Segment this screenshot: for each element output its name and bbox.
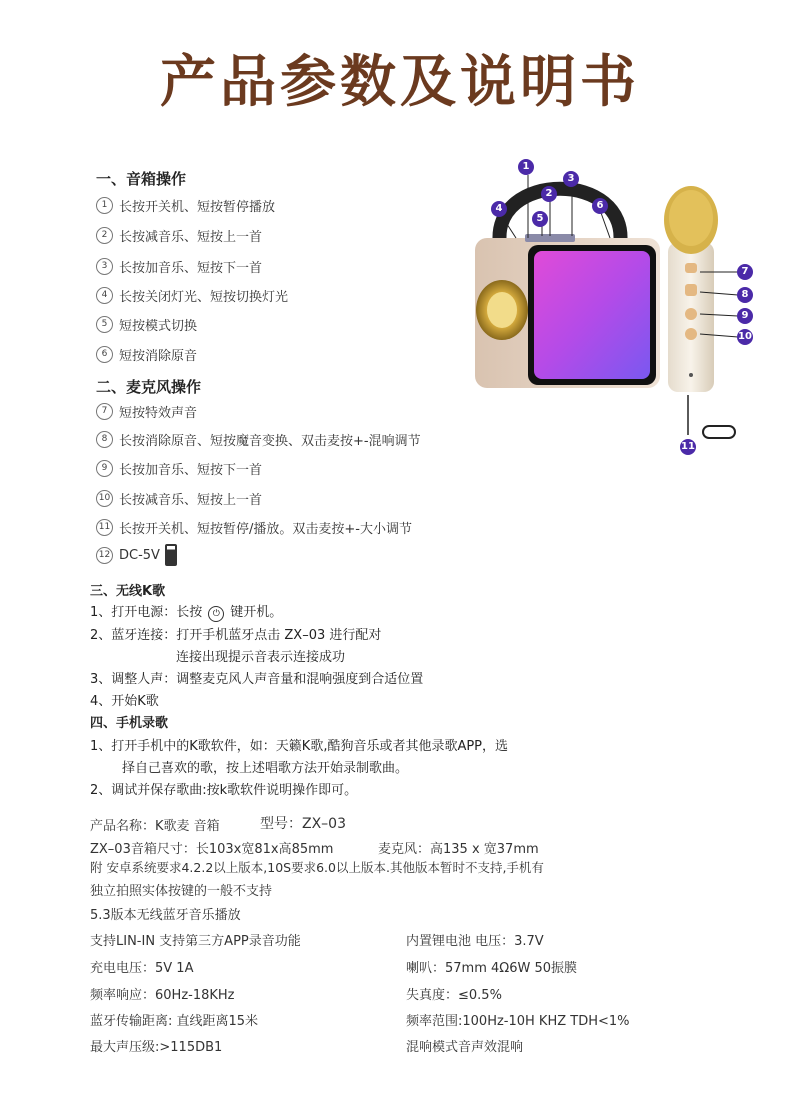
spec-right-4: 频率范围:100Hz-10H KHZ TDH<1%	[406, 1014, 630, 1029]
battery-icon	[165, 544, 177, 566]
list-item: 10 长按减音乐、短按上一首	[96, 488, 262, 508]
spec-model: 型号：ZX–03	[260, 816, 346, 832]
spec-right-3: 失真度：≤0.5%	[406, 988, 502, 1003]
wireless-line-2b: 连接出现提示音表示连接成功	[176, 650, 346, 665]
list-item: 5 短按模式切换	[96, 314, 197, 334]
product-image	[420, 150, 780, 460]
list-item: 9 长按加音乐、短按下一首	[96, 458, 262, 478]
spec-left-5: 最大声压级:>115DB1	[90, 1040, 223, 1055]
wireless-heading: 三、无线K歌	[90, 584, 166, 599]
list-item: 2 长按减音乐、短按上一首	[96, 225, 262, 245]
list-item: 12 DC-5V	[96, 545, 177, 565]
mic-section-heading: 二、麦克风操作	[96, 378, 202, 396]
spec-size: ZX–03音箱尺寸：长103x宽81x高85mm	[90, 842, 334, 857]
callout-badge: 11	[680, 439, 696, 455]
spec-left-1: 支持LIN-IN 支持第三方APP录音功能	[90, 934, 301, 949]
speaker-section-heading: 一、音箱操作	[96, 170, 187, 188]
record-heading: 四、手机录歌	[90, 716, 169, 731]
list-item: 4 长按关闭灯光、短按切换灯光	[96, 285, 288, 305]
list-item: 7 短按特效声音	[96, 401, 197, 421]
spec-mic: 麦克风：高135 x 宽37mm	[378, 842, 539, 857]
spec-left-3: 频率响应：60Hz-18KHz	[90, 988, 235, 1003]
list-item: 3 长按加音乐、短按下一首	[96, 256, 262, 276]
callout-badge: 3	[563, 171, 579, 187]
spec-name: 产品名称：K歌麦 音箱	[90, 819, 220, 834]
callout-badge: 10	[737, 329, 753, 345]
spec-note-1: 附 安卓系统要求4.2.2以上版本,10S要求6.0以上版本.其他版本暂时不支持,手机有	[90, 860, 544, 875]
callout-badge: 9	[737, 308, 753, 324]
callout-badge: 1	[518, 159, 534, 175]
power-icon: ⏻	[208, 606, 224, 622]
list-item: 1 长按开关机、短按暂停播放	[96, 195, 275, 215]
callout-badge: 2	[541, 186, 557, 202]
wireless-line-1: 1、打开电源：长按 ⏻ 键开机。	[90, 605, 283, 620]
record-line-1: 1、打开手机中的K歌软件，如：天籁K歌,酷狗音乐或者其他录歌APP，选	[90, 739, 509, 754]
spec-left-2: 充电电压：5V 1A	[90, 961, 194, 976]
callout-badge: 6	[592, 198, 608, 214]
spec-right-1: 内置锂电池 电压：3.7V	[406, 934, 544, 949]
spec-bt: 5.3版本无线蓝牙音乐播放	[90, 908, 241, 923]
wireless-line-4: 4、开始K歌	[90, 694, 159, 709]
list-item: 11 长按开关机、短按暂停/播放。双击麦按+-大小调节	[96, 517, 412, 537]
spec-left-4: 蓝牙传输距离: 直线距离15米	[90, 1014, 259, 1029]
wireless-line-2: 2、蓝牙连接：打开手机蓝牙点击 ZX–03 进行配对	[90, 628, 382, 643]
list-item: 8 长按消除原音、短按魔音变换、双击麦按+-混响调节	[96, 429, 421, 449]
callout-badge: 8	[737, 287, 753, 303]
callout-badge: 5	[532, 211, 548, 227]
record-line-1b: 择自己喜欢的歌，按上述唱歌方法开始录制歌曲。	[122, 761, 409, 776]
list-item: 6 短按消除原音	[96, 344, 197, 364]
callout-badge: 7	[737, 264, 753, 280]
page-title: 产品参数及说明书	[160, 50, 640, 115]
wireless-line-3: 3、调整人声：调整麦克风人声音量和混响强度到合适位置	[90, 672, 424, 687]
spec-right-2: 喇叭：57mm 4Ω6W 50振膜	[406, 961, 578, 976]
spec-note-2: 独立拍照实体按键的一般不支持	[90, 884, 273, 899]
spec-right-5: 混响模式音声效混响	[406, 1040, 524, 1055]
callout-badge: 4	[491, 201, 507, 217]
record-line-2: 2、调试并保存歌曲:按k歌软件说明操作即可。	[90, 783, 358, 798]
